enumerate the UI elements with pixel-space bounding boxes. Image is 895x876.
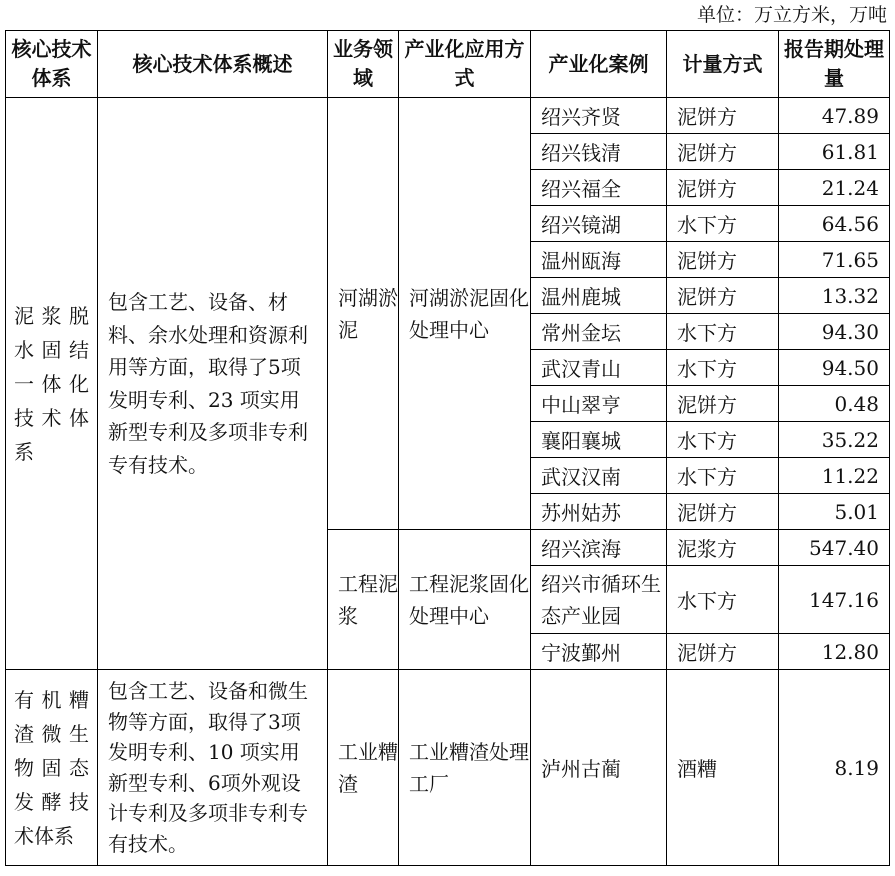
measure-cell: 水下方 (667, 314, 779, 350)
volume-cell: 94.50 (779, 350, 890, 386)
business-field-cell: 河湖淤泥 (328, 98, 399, 530)
case-cell: 武汉汉南 (531, 458, 667, 494)
header-row (6, 31, 890, 98)
header-tech-system: 核心技术体系 (6, 31, 98, 98)
header-application: 产业化应用方式 (399, 31, 531, 98)
case-cell: 绍兴滨海 (531, 530, 667, 566)
measure-cell: 水下方 (667, 422, 779, 458)
measure-cell: 泥饼方 (667, 634, 779, 670)
case-cell: 绍兴镜湖 (531, 206, 667, 242)
measure-cell: 酒糟 (667, 670, 779, 866)
volume-cell: 147.16 (779, 566, 890, 634)
tech-system-table (5, 30, 890, 866)
measure-cell: 泥饼方 (667, 98, 779, 134)
volume-cell: 71.65 (779, 242, 890, 278)
measure-cell: 水下方 (667, 350, 779, 386)
application-cell: 工业糟渣处理工厂 (399, 670, 531, 866)
volume-cell: 0.48 (779, 386, 890, 422)
case-cell: 苏州姑苏 (531, 494, 667, 530)
business-field-cell: 工业糟渣 (328, 670, 399, 866)
case-cell: 温州鹿城 (531, 278, 667, 314)
volume-cell: 61.81 (779, 134, 890, 170)
volume-cell: 21.24 (779, 170, 890, 206)
measure-cell: 水下方 (667, 566, 779, 634)
case-cell: 温州瓯海 (531, 242, 667, 278)
volume-cell: 8.19 (779, 670, 890, 866)
measure-cell: 泥饼方 (667, 278, 779, 314)
overview-cell: 包含工艺、设备和微生物等方面，取得了3项发明专利、10 项实用新型专利、6项外观设计专利及多项非专利专有技术。 (98, 670, 328, 866)
volume-cell: 47.89 (779, 98, 890, 134)
application-cell: 河湖淤泥固化处理中心 (399, 98, 531, 530)
case-cell: 绍兴钱清 (531, 134, 667, 170)
volume-cell: 94.30 (779, 314, 890, 350)
header-volume: 报告期处理量 (779, 31, 890, 98)
header-business-field: 业务领域 (328, 31, 399, 98)
business-field-cell: 工程泥浆 (328, 530, 399, 670)
volume-cell: 12.80 (779, 634, 890, 670)
tech-system-cell: 有机糟渣微生物固态发酵技术体系 (6, 670, 98, 866)
case-cell: 绍兴福全 (531, 170, 667, 206)
case-cell: 绍兴市循环生态产业园 (531, 566, 667, 634)
volume-cell: 5.01 (779, 494, 890, 530)
measure-cell: 水下方 (667, 206, 779, 242)
measure-cell: 泥饼方 (667, 242, 779, 278)
case-cell: 绍兴齐贤 (531, 98, 667, 134)
case-cell: 宁波鄞州 (531, 634, 667, 670)
unit-note: 单位：万立方米，万吨 (696, 4, 887, 26)
measure-cell: 泥饼方 (667, 494, 779, 530)
header-overview: 核心技术体系概述 (98, 31, 328, 98)
application-cell: 工程泥浆固化处理中心 (399, 530, 531, 670)
header-case: 产业化案例 (531, 31, 667, 98)
volume-cell: 13.32 (779, 278, 890, 314)
case-cell: 襄阳襄城 (531, 422, 667, 458)
tech-system-cell: 泥浆脱水固结一体化技术体系 (6, 98, 98, 670)
measure-cell: 泥浆方 (667, 530, 779, 566)
table-row (6, 98, 890, 134)
volume-cell: 11.22 (779, 458, 890, 494)
measure-cell: 泥饼方 (667, 134, 779, 170)
table-row (6, 670, 890, 866)
case-cell: 泸州古蔺 (531, 670, 667, 866)
volume-cell: 35.22 (779, 422, 890, 458)
measure-cell: 泥饼方 (667, 386, 779, 422)
header-measure: 计量方式 (667, 31, 779, 98)
measure-cell: 水下方 (667, 458, 779, 494)
overview-cell: 包含工艺、设备、材料、余水处理和资源利用等方面，取得了5项发明专利、23 项实用新型专利及多项非专利专有技术。 (98, 98, 328, 670)
volume-cell: 64.56 (779, 206, 890, 242)
volume-cell: 547.40 (779, 530, 890, 566)
case-cell: 武汉青山 (531, 350, 667, 386)
case-cell: 中山翠亨 (531, 386, 667, 422)
measure-cell: 泥饼方 (667, 170, 779, 206)
case-cell: 常州金坛 (531, 314, 667, 350)
